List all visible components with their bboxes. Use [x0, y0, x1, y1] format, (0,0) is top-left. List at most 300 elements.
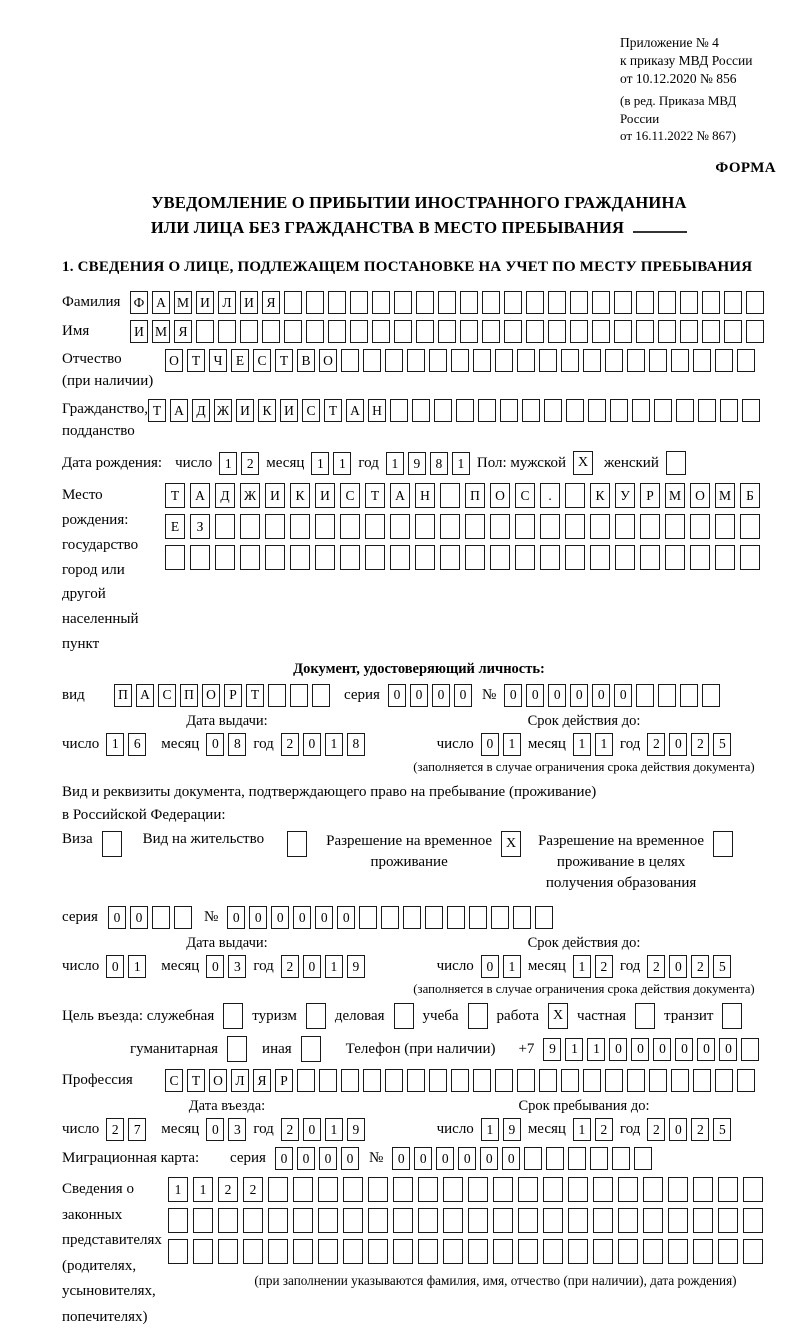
form-cell[interactable]: [513, 906, 531, 929]
form-cell[interactable]: 5: [713, 1118, 731, 1141]
form-cell[interactable]: [539, 349, 557, 372]
form-cell[interactable]: [223, 1003, 243, 1029]
form-cell[interactable]: 9: [347, 1118, 365, 1141]
form-cell[interactable]: 2: [281, 1118, 299, 1141]
form-cell[interactable]: [318, 1208, 338, 1233]
form-cell[interactable]: 0: [504, 684, 522, 707]
form-cell[interactable]: [434, 399, 452, 422]
form-cell[interactable]: [592, 291, 610, 314]
form-cell[interactable]: [218, 1239, 238, 1264]
form-cell[interactable]: [293, 1239, 313, 1264]
form-cell[interactable]: [438, 320, 456, 343]
form-cell[interactable]: Е: [165, 514, 185, 539]
form-cell[interactable]: [618, 1239, 638, 1264]
form-cell[interactable]: У: [615, 483, 635, 508]
form-cell[interactable]: X: [501, 831, 521, 857]
form-cell[interactable]: [543, 1177, 563, 1202]
form-cell[interactable]: [713, 831, 733, 857]
form-cell[interactable]: 2: [241, 452, 259, 475]
form-cell[interactable]: [548, 291, 566, 314]
form-cell[interactable]: [393, 1239, 413, 1264]
form-cell[interactable]: [319, 1069, 337, 1092]
form-cell[interactable]: [341, 349, 359, 372]
form-cell[interactable]: 8: [347, 733, 365, 756]
form-cell[interactable]: [680, 291, 698, 314]
form-cell[interactable]: А: [190, 483, 210, 508]
form-cell[interactable]: 1: [565, 1038, 583, 1061]
form-cell[interactable]: [693, 1239, 713, 1264]
form-cell[interactable]: [518, 1239, 538, 1264]
form-cell[interactable]: 2: [243, 1177, 263, 1202]
form-cell[interactable]: [174, 906, 192, 929]
form-cell[interactable]: Л: [218, 291, 236, 314]
form-cell[interactable]: [368, 1239, 388, 1264]
form-cell[interactable]: П: [180, 684, 198, 707]
form-cell[interactable]: И: [240, 291, 258, 314]
form-cell[interactable]: [390, 545, 410, 570]
form-cell[interactable]: [490, 545, 510, 570]
form-cell[interactable]: [671, 1069, 689, 1092]
form-cell[interactable]: [451, 1069, 469, 1092]
form-cell[interactable]: О: [690, 483, 710, 508]
form-cell[interactable]: [561, 1069, 579, 1092]
form-cell[interactable]: [743, 1177, 763, 1202]
form-cell[interactable]: [365, 514, 385, 539]
form-cell[interactable]: [443, 1177, 463, 1202]
form-cell[interactable]: [593, 1208, 613, 1233]
form-cell[interactable]: [290, 514, 310, 539]
form-cell[interactable]: [284, 320, 302, 343]
form-cell[interactable]: [443, 1208, 463, 1233]
form-cell[interactable]: [590, 545, 610, 570]
form-cell[interactable]: В: [297, 349, 315, 372]
form-cell[interactable]: Я: [174, 320, 192, 343]
form-cell[interactable]: [328, 291, 346, 314]
form-cell[interactable]: [568, 1208, 588, 1233]
form-cell[interactable]: 1: [573, 1118, 591, 1141]
form-cell[interactable]: [632, 399, 650, 422]
form-cell[interactable]: 0: [108, 906, 126, 929]
form-cell[interactable]: [438, 291, 456, 314]
form-cell[interactable]: 3: [228, 955, 246, 978]
form-cell[interactable]: [393, 1177, 413, 1202]
form-cell[interactable]: [343, 1177, 363, 1202]
form-cell[interactable]: 2: [647, 733, 665, 756]
form-cell[interactable]: [702, 684, 720, 707]
form-cell[interactable]: Е: [231, 349, 249, 372]
form-cell[interactable]: [372, 320, 390, 343]
form-cell[interactable]: [612, 1147, 630, 1170]
form-cell[interactable]: [340, 545, 360, 570]
form-cell[interactable]: 1: [219, 452, 237, 475]
form-cell[interactable]: [649, 1069, 667, 1092]
form-cell[interactable]: [654, 399, 672, 422]
form-cell[interactable]: 9: [347, 955, 365, 978]
form-cell[interactable]: [666, 451, 686, 475]
form-cell[interactable]: А: [136, 684, 154, 707]
form-cell[interactable]: И: [196, 291, 214, 314]
form-cell[interactable]: [468, 1239, 488, 1264]
form-cell[interactable]: [365, 545, 385, 570]
form-cell[interactable]: Д: [192, 399, 210, 422]
form-cell[interactable]: 0: [293, 906, 311, 929]
form-cell[interactable]: 0: [303, 1118, 321, 1141]
form-cell[interactable]: Т: [165, 483, 185, 508]
form-cell[interactable]: [665, 545, 685, 570]
form-cell[interactable]: А: [170, 399, 188, 422]
form-cell[interactable]: [393, 1208, 413, 1233]
form-cell[interactable]: [590, 1147, 608, 1170]
form-cell[interactable]: [297, 1069, 315, 1092]
form-cell[interactable]: Б: [740, 483, 760, 508]
form-cell[interactable]: Т: [187, 1069, 205, 1092]
form-cell[interactable]: [724, 291, 742, 314]
form-cell[interactable]: [618, 1208, 638, 1233]
form-cell[interactable]: 0: [526, 684, 544, 707]
form-cell[interactable]: Р: [224, 684, 242, 707]
form-cell[interactable]: 0: [436, 1147, 454, 1170]
form-cell[interactable]: 0: [432, 684, 450, 707]
form-cell[interactable]: [535, 906, 553, 929]
form-cell[interactable]: [540, 545, 560, 570]
form-cell[interactable]: [593, 1177, 613, 1202]
form-cell[interactable]: [102, 831, 122, 857]
form-cell[interactable]: [168, 1239, 188, 1264]
form-cell[interactable]: [490, 514, 510, 539]
form-cell[interactable]: [668, 1177, 688, 1202]
form-cell[interactable]: [722, 1003, 742, 1029]
form-cell[interactable]: Я: [253, 1069, 271, 1092]
form-cell[interactable]: 0: [592, 684, 610, 707]
form-cell[interactable]: С: [340, 483, 360, 508]
form-cell[interactable]: [318, 1239, 338, 1264]
form-cell[interactable]: 2: [281, 733, 299, 756]
form-cell[interactable]: [301, 1036, 321, 1062]
form-cell[interactable]: [368, 1208, 388, 1233]
form-cell[interactable]: [468, 1177, 488, 1202]
form-cell[interactable]: 0: [631, 1038, 649, 1061]
form-cell[interactable]: [544, 399, 562, 422]
form-cell[interactable]: [262, 320, 280, 343]
form-cell[interactable]: 1: [325, 733, 343, 756]
form-cell[interactable]: [737, 1069, 755, 1092]
form-cell[interactable]: С: [253, 349, 271, 372]
form-cell[interactable]: 0: [669, 733, 687, 756]
form-cell[interactable]: [482, 320, 500, 343]
form-cell[interactable]: О: [209, 1069, 227, 1092]
form-cell[interactable]: [218, 1208, 238, 1233]
form-cell[interactable]: 0: [454, 684, 472, 707]
form-cell[interactable]: [343, 1208, 363, 1233]
form-cell[interactable]: 2: [691, 733, 709, 756]
form-cell[interactable]: 2: [595, 955, 613, 978]
form-cell[interactable]: И: [236, 399, 254, 422]
form-cell[interactable]: Т: [365, 483, 385, 508]
form-cell[interactable]: 5: [713, 955, 731, 978]
form-cell[interactable]: Т: [246, 684, 264, 707]
form-cell[interactable]: Т: [148, 399, 166, 422]
form-cell[interactable]: [287, 831, 307, 857]
form-cell[interactable]: Т: [275, 349, 293, 372]
form-cell[interactable]: [495, 1069, 513, 1092]
form-cell[interactable]: [665, 514, 685, 539]
form-cell[interactable]: [385, 349, 403, 372]
form-cell[interactable]: 0: [275, 1147, 293, 1170]
form-cell[interactable]: 2: [691, 955, 709, 978]
form-cell[interactable]: [746, 320, 764, 343]
form-cell[interactable]: 1: [193, 1177, 213, 1202]
form-cell[interactable]: [539, 1069, 557, 1092]
form-cell[interactable]: Н: [415, 483, 435, 508]
form-cell[interactable]: С: [165, 1069, 183, 1092]
form-cell[interactable]: [268, 1239, 288, 1264]
form-cell[interactable]: [312, 684, 330, 707]
form-cell[interactable]: [460, 291, 478, 314]
form-cell[interactable]: О: [490, 483, 510, 508]
form-cell[interactable]: Ж: [240, 483, 260, 508]
form-cell[interactable]: [636, 320, 654, 343]
form-cell[interactable]: [615, 514, 635, 539]
form-cell[interactable]: А: [346, 399, 364, 422]
form-cell[interactable]: [515, 545, 535, 570]
form-cell[interactable]: [418, 1208, 438, 1233]
form-cell[interactable]: [690, 545, 710, 570]
form-cell[interactable]: [649, 349, 667, 372]
form-cell[interactable]: И: [315, 483, 335, 508]
form-cell[interactable]: [627, 349, 645, 372]
form-cell[interactable]: [546, 1147, 564, 1170]
form-cell[interactable]: [440, 545, 460, 570]
form-cell[interactable]: [440, 514, 460, 539]
form-cell[interactable]: 0: [410, 684, 428, 707]
form-cell[interactable]: [451, 349, 469, 372]
form-cell[interactable]: [517, 349, 535, 372]
form-cell[interactable]: [693, 1069, 711, 1092]
form-cell[interactable]: [190, 545, 210, 570]
form-cell[interactable]: 0: [719, 1038, 737, 1061]
form-cell[interactable]: [381, 906, 399, 929]
form-cell[interactable]: [306, 1003, 326, 1029]
form-cell[interactable]: 0: [669, 955, 687, 978]
form-cell[interactable]: [565, 545, 585, 570]
form-cell[interactable]: 0: [337, 906, 355, 929]
form-cell[interactable]: [215, 545, 235, 570]
form-cell[interactable]: [658, 291, 676, 314]
form-cell[interactable]: Я: [262, 291, 280, 314]
form-cell[interactable]: 2: [281, 955, 299, 978]
form-cell[interactable]: [605, 1069, 623, 1092]
form-cell[interactable]: 2: [218, 1177, 238, 1202]
form-cell[interactable]: [565, 483, 585, 508]
form-cell[interactable]: К: [290, 483, 310, 508]
form-cell[interactable]: 1: [595, 733, 613, 756]
form-cell[interactable]: Ф: [130, 291, 148, 314]
form-cell[interactable]: [469, 906, 487, 929]
form-cell[interactable]: П: [465, 483, 485, 508]
form-cell[interactable]: Т: [324, 399, 342, 422]
form-cell[interactable]: [658, 320, 676, 343]
form-cell[interactable]: [165, 545, 185, 570]
form-cell[interactable]: [416, 291, 434, 314]
form-cell[interactable]: [493, 1239, 513, 1264]
form-cell[interactable]: [440, 483, 460, 508]
form-cell[interactable]: [605, 349, 623, 372]
form-cell[interactable]: Л: [231, 1069, 249, 1092]
form-cell[interactable]: [504, 320, 522, 343]
form-cell[interactable]: 0: [570, 684, 588, 707]
form-cell[interactable]: 1: [573, 955, 591, 978]
form-cell[interactable]: [515, 514, 535, 539]
form-cell[interactable]: X: [573, 451, 593, 475]
form-cell[interactable]: [415, 514, 435, 539]
form-cell[interactable]: [715, 514, 735, 539]
form-cell[interactable]: [385, 1069, 403, 1092]
form-cell[interactable]: [561, 349, 579, 372]
form-cell[interactable]: 0: [414, 1147, 432, 1170]
form-cell[interactable]: [350, 291, 368, 314]
form-cell[interactable]: [215, 514, 235, 539]
form-cell[interactable]: 9: [408, 452, 426, 475]
form-cell[interactable]: [268, 1208, 288, 1233]
form-cell[interactable]: 5: [713, 733, 731, 756]
form-cell[interactable]: [614, 291, 632, 314]
form-cell[interactable]: [668, 1208, 688, 1233]
form-cell[interactable]: [416, 320, 434, 343]
form-cell[interactable]: 0: [206, 1118, 224, 1141]
form-cell[interactable]: 9: [543, 1038, 561, 1061]
form-cell[interactable]: [268, 684, 286, 707]
form-cell[interactable]: [715, 1069, 733, 1092]
form-cell[interactable]: [468, 1003, 488, 1029]
form-cell[interactable]: [495, 349, 513, 372]
form-cell[interactable]: [543, 1208, 563, 1233]
form-cell[interactable]: [543, 1239, 563, 1264]
form-cell[interactable]: [193, 1208, 213, 1233]
form-cell[interactable]: О: [165, 349, 183, 372]
form-cell[interactable]: 0: [341, 1147, 359, 1170]
form-cell[interactable]: [412, 399, 430, 422]
form-cell[interactable]: [415, 545, 435, 570]
form-cell[interactable]: [740, 545, 760, 570]
form-cell[interactable]: Р: [640, 483, 660, 508]
form-cell[interactable]: [491, 906, 509, 929]
form-cell[interactable]: [265, 514, 285, 539]
form-cell[interactable]: [196, 320, 214, 343]
form-cell[interactable]: 0: [458, 1147, 476, 1170]
form-cell[interactable]: [478, 399, 496, 422]
form-cell[interactable]: [218, 320, 236, 343]
form-cell[interactable]: [540, 514, 560, 539]
form-cell[interactable]: 2: [106, 1118, 124, 1141]
form-cell[interactable]: П: [114, 684, 132, 707]
form-cell[interactable]: [643, 1177, 663, 1202]
form-cell[interactable]: [518, 1208, 538, 1233]
form-cell[interactable]: М: [174, 291, 192, 314]
form-cell[interactable]: [443, 1239, 463, 1264]
form-cell[interactable]: [568, 1147, 586, 1170]
form-cell[interactable]: И: [130, 320, 148, 343]
form-cell[interactable]: 0: [297, 1147, 315, 1170]
form-cell[interactable]: 0: [227, 906, 245, 929]
form-cell[interactable]: [740, 514, 760, 539]
form-cell[interactable]: [473, 349, 491, 372]
form-cell[interactable]: 0: [315, 906, 333, 929]
form-cell[interactable]: 6: [128, 733, 146, 756]
form-cell[interactable]: [568, 1177, 588, 1202]
form-cell[interactable]: 2: [691, 1118, 709, 1141]
form-cell[interactable]: [359, 906, 377, 929]
form-cell[interactable]: [610, 399, 628, 422]
form-cell[interactable]: С: [515, 483, 535, 508]
form-cell[interactable]: [635, 1003, 655, 1029]
form-cell[interactable]: [593, 1239, 613, 1264]
form-cell[interactable]: [493, 1208, 513, 1233]
form-cell[interactable]: 8: [228, 733, 246, 756]
form-cell[interactable]: [341, 1069, 359, 1092]
form-cell[interactable]: 0: [206, 733, 224, 756]
form-cell[interactable]: [306, 320, 324, 343]
form-cell[interactable]: [318, 1177, 338, 1202]
form-cell[interactable]: [698, 399, 716, 422]
form-cell[interactable]: [718, 1208, 738, 1233]
form-cell[interactable]: [315, 545, 335, 570]
form-cell[interactable]: 1: [573, 733, 591, 756]
form-cell[interactable]: [473, 1069, 491, 1092]
form-cell[interactable]: 0: [392, 1147, 410, 1170]
form-cell[interactable]: [268, 1177, 288, 1202]
form-cell[interactable]: [290, 684, 308, 707]
form-cell[interactable]: 0: [614, 684, 632, 707]
form-cell[interactable]: [680, 684, 698, 707]
form-cell[interactable]: [265, 545, 285, 570]
form-cell[interactable]: [690, 514, 710, 539]
form-cell[interactable]: [460, 320, 478, 343]
form-cell[interactable]: 7: [128, 1118, 146, 1141]
form-cell[interactable]: 0: [130, 906, 148, 929]
form-cell[interactable]: [243, 1239, 263, 1264]
form-cell[interactable]: 3: [228, 1118, 246, 1141]
form-cell[interactable]: [548, 320, 566, 343]
form-cell[interactable]: [640, 545, 660, 570]
form-cell[interactable]: [636, 684, 654, 707]
form-cell[interactable]: 1: [333, 452, 351, 475]
form-cell[interactable]: [718, 1239, 738, 1264]
form-cell[interactable]: 0: [303, 733, 321, 756]
form-cell[interactable]: [240, 514, 260, 539]
form-cell[interactable]: [643, 1208, 663, 1233]
form-cell[interactable]: [315, 514, 335, 539]
form-cell[interactable]: [372, 291, 390, 314]
form-cell[interactable]: [447, 906, 465, 929]
form-cell[interactable]: [522, 399, 540, 422]
form-cell[interactable]: 1: [168, 1177, 188, 1202]
form-cell[interactable]: [565, 514, 585, 539]
form-cell[interactable]: [658, 684, 676, 707]
form-cell[interactable]: 0: [481, 733, 499, 756]
form-cell[interactable]: [227, 1036, 247, 1062]
form-cell[interactable]: З: [190, 514, 210, 539]
form-cell[interactable]: Ж: [214, 399, 232, 422]
form-cell[interactable]: [718, 1177, 738, 1202]
form-cell[interactable]: [640, 514, 660, 539]
form-cell[interactable]: [418, 1239, 438, 1264]
form-cell[interactable]: [407, 1069, 425, 1092]
form-cell[interactable]: 0: [653, 1038, 671, 1061]
form-cell[interactable]: Д: [215, 483, 235, 508]
form-cell[interactable]: 0: [609, 1038, 627, 1061]
form-cell[interactable]: [390, 514, 410, 539]
form-cell[interactable]: 1: [452, 452, 470, 475]
